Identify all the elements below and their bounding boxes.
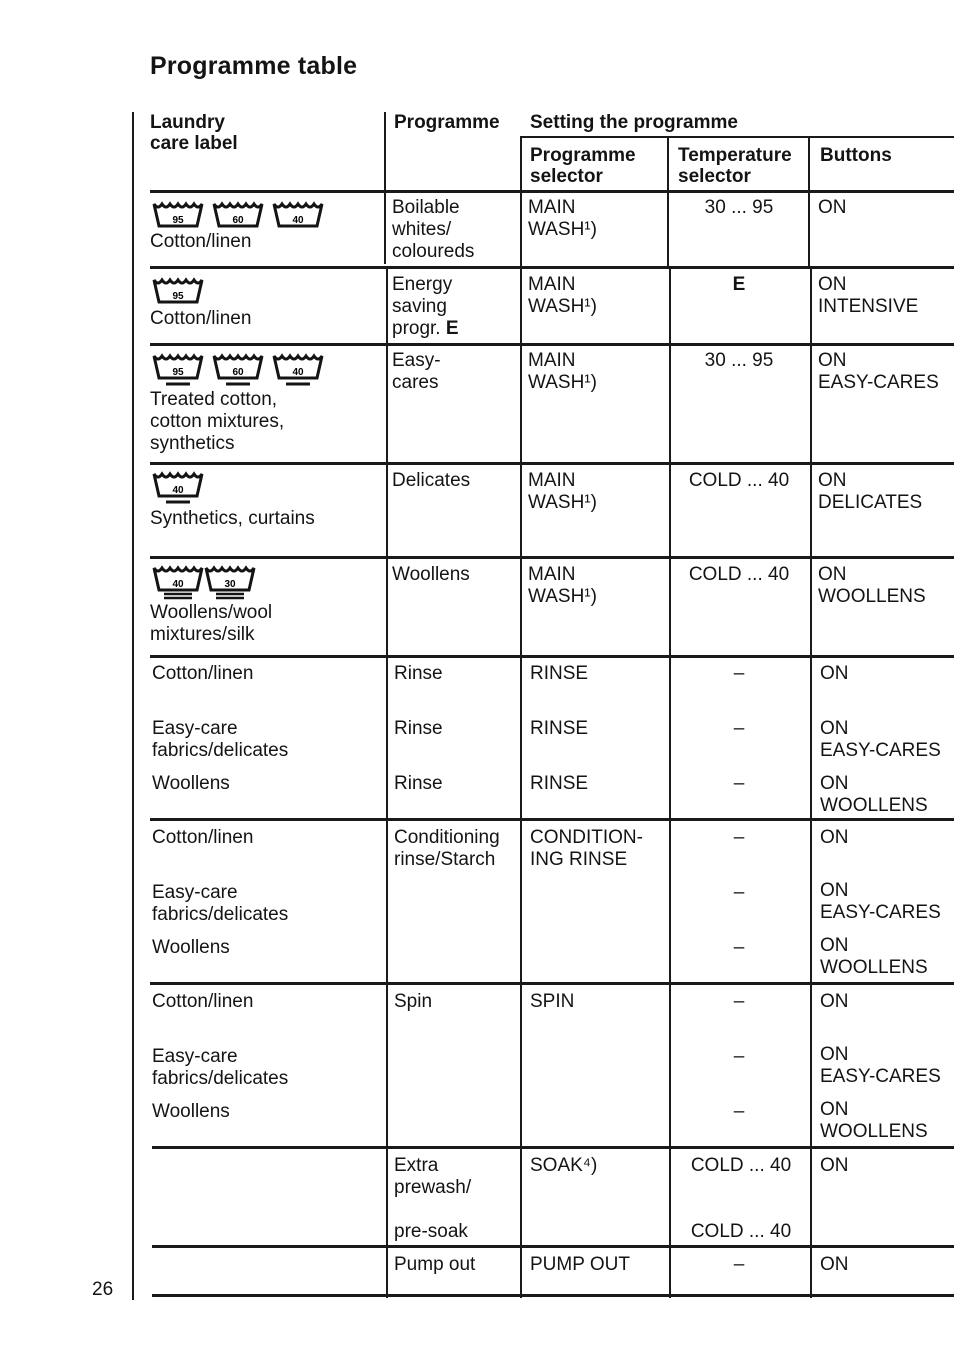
care-text: Woollens [152, 1101, 230, 1122]
row-sep [150, 266, 954, 269]
care-text: Easy-care fabrics/delicates [152, 1046, 289, 1089]
temp-number: 40 [172, 485, 184, 496]
page-title: Programme table [150, 52, 358, 80]
care-text: Cotton/linen [152, 991, 254, 1012]
header-programme: Programme [394, 112, 500, 133]
temp-text: 30 ... 95 [704, 350, 774, 371]
washtub-60-icon [212, 352, 264, 393]
selector-text: MAIN WASH¹) [528, 470, 597, 513]
selector-text: CONDITION- ING RINSE [530, 827, 643, 870]
buttons-text: ON EASY-CARES [820, 1044, 941, 1087]
buttons-text: ON [820, 663, 849, 684]
temp-text: – [733, 773, 745, 794]
buttons-text: ON WOOLLENS [820, 935, 928, 978]
programme-text-bold: E [445, 318, 459, 339]
temp-text: – [733, 991, 745, 1012]
temp-text: – [733, 663, 745, 684]
washtub-40-icon [152, 470, 204, 511]
col-divider-1b [386, 268, 388, 1298]
row-sep [150, 343, 954, 346]
temp-number: 30 [224, 579, 236, 590]
row-sep [152, 1146, 954, 1149]
care-text: Synthetics, curtains [150, 508, 315, 529]
washtub-40-icon [272, 352, 324, 393]
row-sep [150, 982, 954, 985]
col-divider-4b [810, 268, 812, 1298]
header-programme-selector: Programme selector [530, 145, 636, 187]
selector-text: RINSE [530, 773, 589, 794]
washtub-40-icon [152, 564, 204, 605]
selector-text: RINSE [530, 663, 589, 684]
row-sep [150, 556, 954, 559]
selector-text: MAIN WASH¹) [528, 564, 597, 607]
temp-text: – [733, 1254, 745, 1275]
care-text: Cotton/linen [152, 663, 254, 684]
margin-rule [132, 112, 134, 1300]
buttons-text: ON EASY-CARES [820, 880, 941, 923]
programme-text: Rinse [394, 773, 443, 794]
washtub-30-icon [204, 564, 256, 605]
header-temperature-selector: Temperature selector [678, 145, 792, 187]
care-text: Easy-care fabrics/delicates [152, 882, 289, 925]
temp-text: COLD ... 40 [688, 564, 790, 585]
buttons-text: ON WOOLLENS [820, 773, 928, 816]
buttons-text: ON [820, 1155, 849, 1176]
care-text: Treated cotton, cotton mixtures, synthetics [150, 389, 285, 454]
care-text: Cotton/linen [152, 827, 254, 848]
programme-text: Pump out [394, 1254, 476, 1275]
selector-text: MAIN WASH¹) [528, 350, 597, 393]
buttons-text: ON [818, 197, 847, 218]
programme-text: Extra prewash/ [394, 1155, 472, 1198]
buttons-text: ON [820, 991, 849, 1012]
temp-number: 40 [292, 215, 304, 226]
programme-text: Spin [394, 991, 433, 1012]
programme-text: Rinse [394, 663, 443, 684]
buttons-text: ON DELICATES [818, 470, 923, 513]
buttons-text: ON EASY-CARES [820, 718, 941, 761]
col-divider-3 [667, 136, 669, 266]
programme-text: pre-soak [394, 1221, 468, 1242]
washtub-95-icon [152, 352, 204, 393]
temp-text: COLD ... 40 [688, 470, 790, 491]
col-divider-4 [808, 136, 810, 266]
temp-number: 95 [172, 215, 184, 226]
programme-text: Delicates [392, 470, 471, 491]
temp-number: 60 [232, 367, 244, 378]
buttons-text: ON INTENSIVE [818, 274, 919, 317]
washtub-40-icon [272, 200, 324, 237]
row-sep [150, 655, 954, 658]
row-sep [152, 1245, 954, 1248]
buttons-text: ON WOOLLENS [818, 564, 926, 607]
temp-number: 95 [172, 291, 184, 302]
selector-text: MAIN WASH¹) [528, 197, 597, 240]
temp-number: 60 [232, 215, 244, 226]
programme-text: Rinse [394, 718, 443, 739]
temp-text: – [733, 882, 745, 903]
temp-number: 40 [292, 367, 304, 378]
header-care-label: Laundry care label [150, 112, 238, 154]
programme-text: Conditioning rinse/Starch [394, 827, 500, 870]
buttons-text: ON WOOLLENS [820, 1099, 928, 1142]
temp-text: – [733, 1101, 745, 1122]
header-bottom-line [150, 190, 954, 193]
row-sep [150, 818, 954, 821]
programme-text: Boilable whites/ coloureds [392, 197, 475, 262]
temp-text: – [733, 827, 745, 848]
selector-text: PUMP OUT [530, 1254, 630, 1275]
header-setting: Setting the programme [530, 112, 738, 133]
buttons-text: ON [820, 827, 849, 848]
programme-text [392, 274, 459, 340]
temp-number: 95 [172, 367, 184, 378]
page-number: 26 [92, 1279, 114, 1300]
programme-text: Woollens [392, 564, 470, 585]
selector-text: RINSE [530, 718, 589, 739]
buttons-text: ON EASY-CARES [818, 350, 939, 393]
care-text: Woollens [152, 773, 230, 794]
care-text: Easy-care fabrics/delicates [152, 718, 289, 761]
care-text: Cotton/linen [150, 231, 252, 252]
temp-text: E [732, 274, 746, 295]
temp-text: 30 ... 95 [704, 197, 774, 218]
temp-text: – [733, 1046, 745, 1067]
header-buttons: Buttons [820, 145, 892, 166]
care-text: Woollens [152, 937, 230, 958]
row-sep [150, 462, 954, 465]
care-text: Cotton/linen [150, 308, 252, 329]
selector-text: MAIN WASH¹) [528, 274, 597, 317]
table-bottom-line [152, 1294, 954, 1297]
programme-text-main: Energy saving progr. [392, 274, 453, 339]
temp-text: COLD ... 40 [690, 1155, 792, 1176]
col-divider-1 [384, 112, 386, 264]
header-subline [520, 136, 954, 138]
temp-text: – [733, 718, 745, 739]
temp-text: – [733, 937, 745, 958]
col-divider-3b [669, 268, 671, 1298]
care-text: Woollens/wool mixtures/silk [150, 602, 273, 645]
selector-text: SOAK⁴) [530, 1155, 598, 1176]
temp-number: 40 [172, 579, 184, 590]
programme-text: Easy- cares [392, 350, 441, 393]
temp-text: COLD ... 40 [690, 1221, 792, 1242]
col-divider-2 [520, 136, 522, 1298]
selector-text: SPIN [530, 991, 575, 1012]
buttons-text: ON [820, 1254, 849, 1275]
